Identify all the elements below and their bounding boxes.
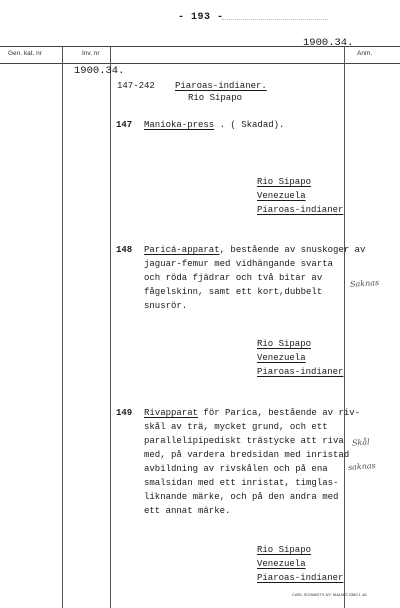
section-year: 1900.34. [74,65,125,77]
page-number: - 193 - [178,12,224,23]
entry-149-line-6: smalsidan med ett inristat, timglas- [144,478,339,488]
column-divider-2 [110,46,111,608]
column-divider-1 [62,46,63,608]
printer-imprint: CARL SCHMIDTS NY. MALMÖ 3389 1 48 [292,592,367,597]
entry-149-number: 149 [116,408,133,418]
entry-147-line-1 [144,119,284,133]
entry-148-line-2: jaguar-femur med vidhängande svarta [144,259,334,269]
section-range: 147-242 [117,81,155,91]
entry-149-margin-note-2: saknas [347,461,377,472]
dotted-leader-line [222,19,328,20]
entry-149-line-2: skål av trä, mycket grund, och ett [144,422,328,432]
entry-148-origin-country: Venezuela [257,353,306,363]
entry-149-line-5: avbildning av rivskålen och på ena [144,464,328,474]
entry-148-margin-note: Saknas [349,277,380,290]
entry-148-line-3: och röda fjädrar och två bitar av [144,273,323,283]
entry-147-origin-river: Rio Sipapo [257,177,312,187]
entry-149-line-1 [144,407,360,421]
entry-148-line-5: snusrör. [144,301,188,311]
section-river: Rio Sipapo [188,93,243,103]
header-gen-kat-nr: Gen. kat. nr [8,50,42,57]
entry-149-line-7: liknande märke, och på den andra med [144,492,339,502]
entry-149-text-1: för Parica, bestående av riv- [198,408,361,418]
entry-148-line-4: fågelskinn, samt ett kort,dubbelt [144,287,323,297]
entry-147-number: 147 [116,120,133,130]
entry-148-line-1 [144,244,365,258]
top-year: 1900.34. [303,37,354,49]
section-group: Piaroas-indianer. [175,81,267,91]
entry-149-line-8: ett annat märke. [144,506,231,516]
entry-149-origin-river: Rio Sipapo [257,545,312,555]
entry-149-line-3: parallelipipediskt trästycke att riva [144,436,344,446]
entry-149-term: Rivapparat [144,408,199,418]
header-anm: Anm. [357,50,373,57]
entry-149-line-4: med, på vardera bredsidan med inristad [144,450,350,460]
column-header-row [0,46,400,64]
header-inv-nr: Inv. nr [82,50,100,57]
entry-147-origin-country: Venezuela [257,191,306,201]
entry-149-margin-note-1: Skål [351,437,370,448]
entry-148-number: 148 [116,245,133,255]
entry-148-origin-people: Piaroas-indianer [257,367,344,377]
entry-148-text-1: , bestående av snuskoger av [219,245,366,255]
entry-148-term: Paricá-apparat [144,245,220,255]
entry-147-term: Manioka-press [144,120,215,130]
entry-148-origin-river: Rio Sipapo [257,339,312,349]
entry-149-origin-country: Venezuela [257,559,306,569]
entry-149-origin-people: Piaroas-indianer [257,573,344,583]
column-divider-3 [344,46,345,608]
entry-147-origin-people: Piaroas-indianer [257,205,344,215]
entry-147-text: . ( Skadad). [214,120,285,130]
